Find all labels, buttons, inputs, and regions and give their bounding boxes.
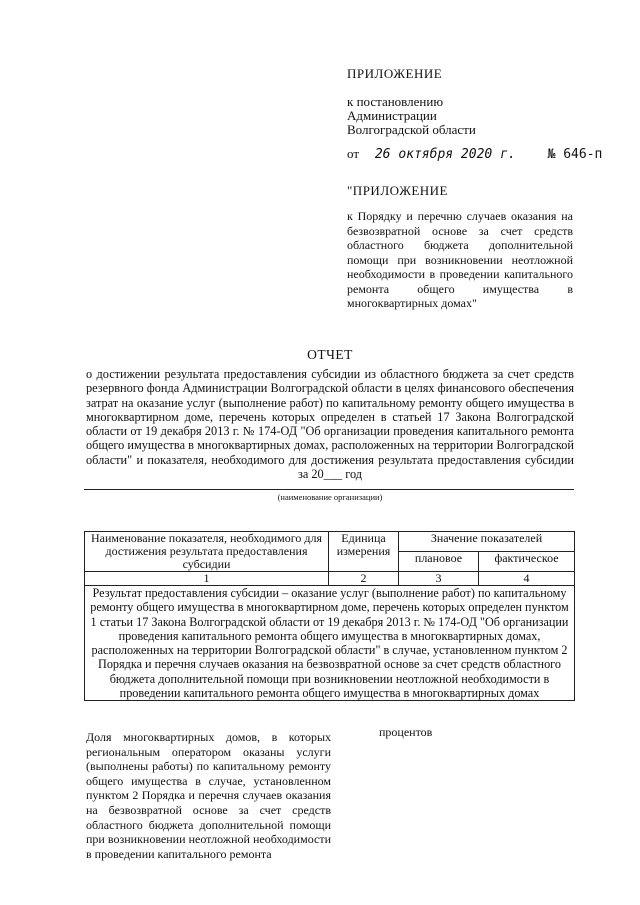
header-unit: Единица измерения: [329, 532, 399, 572]
column-number: 3: [399, 572, 479, 586]
region-label: Волгоградской области: [347, 122, 476, 137]
organization-name-line: [84, 489, 574, 490]
header-planned: плановое: [399, 552, 479, 572]
organization-caption: (наименование организации): [277, 492, 383, 502]
header-indicator-name: Наименование показателя, необходимого для достижения результата предоставления субсидии: [85, 532, 329, 572]
header-actual: фактическое: [479, 552, 575, 572]
column-number: 1: [85, 572, 329, 586]
resolution-date-line: [347, 146, 602, 162]
appendix-title-2: "ПРИЛОЖЕНИЕ: [347, 183, 449, 198]
appendix-title: ПРИЛОЖЕНИЕ: [347, 66, 443, 81]
column-number: 4: [479, 572, 575, 586]
report-title: ОТЧЕТ: [307, 347, 353, 362]
resolution-number: № 646-п: [547, 147, 603, 162]
order-reference: [347, 209, 573, 311]
indicator-unit-cell: процентов: [379, 725, 433, 739]
resolution-date: 26 октября 2020 г.: [374, 147, 516, 162]
date-from-label: от: [347, 146, 360, 161]
to-resolution-label: к постановлению: [347, 94, 444, 109]
header-value-group: Значение показателей: [399, 532, 575, 552]
table-header-row: [85, 532, 575, 552]
table-numbering-row: [85, 572, 575, 586]
report-description: о достижении результата предоставления субсидии из областного бюджета за счет средств резервного фонда Администрации Волгоградской области в целях финансового обеспечения затрат на оказание услуг (выполнение работ) по капитальному ремонту общего имущества в многоквартирном доме, перечень которых определен в статьей 17 Закона Волгоградской области от 19 декабря 2013 г. № 174-ОД "Об организации проведения капитального ремонта общего имущества в многоквартирных домах, расположенных на территории Волгоградской области" и показателя, необходимого для достижения результата предоставления субсидии за 20___ год: [86, 367, 574, 482]
report-table: [84, 531, 575, 701]
indicator-name-cell: Доля многоквартирных домов, в которых региональным оператором оказаны услуги (выполнены работы) по капитальному ремонту общего имущества в случае, установленном пунктом 2 Порядка и перечня случаев оказания на безвозвратной основе за счет средств областного бюджета дополнительной помощи при возникновении неотложной необходимости в проведении капитального ремонта: [86, 730, 331, 861]
order-reference-text: к Порядку и перечню случаев оказания на безвозвратной основе за счет средств областного бюджета дополнительной помощи при возникновении неотложной необходимости в проведении капитального ремонта общего имущества в многоквартирных домах": [347, 209, 573, 310]
column-number: 2: [329, 572, 399, 586]
administration-label: Администрации: [347, 108, 437, 123]
result-description: Результат предоставления субсидии – оказание услуг (выполнение работ) по капитальному ремонту общего имущества в многоквартирном доме, перечень которых определен пунктом 1 статьи 17 Закона Волгоградской области от 19 декабря 2013 г. № 174-ОД "Об организации проведения капитального ремонта общего имущества в многоквартирных домах, расположенных на территории Волгоградской области" в случае, установленном пунктом 2 Порядка и перечня случаев оказания на безвозвратной основе за счет средств областного бюджета дополнительной помощи при возникновении неотложной необходимости в проведении капитального ремонта общего имущества в многоквартирных домах: [85, 586, 575, 701]
table-result-row: [85, 586, 575, 701]
